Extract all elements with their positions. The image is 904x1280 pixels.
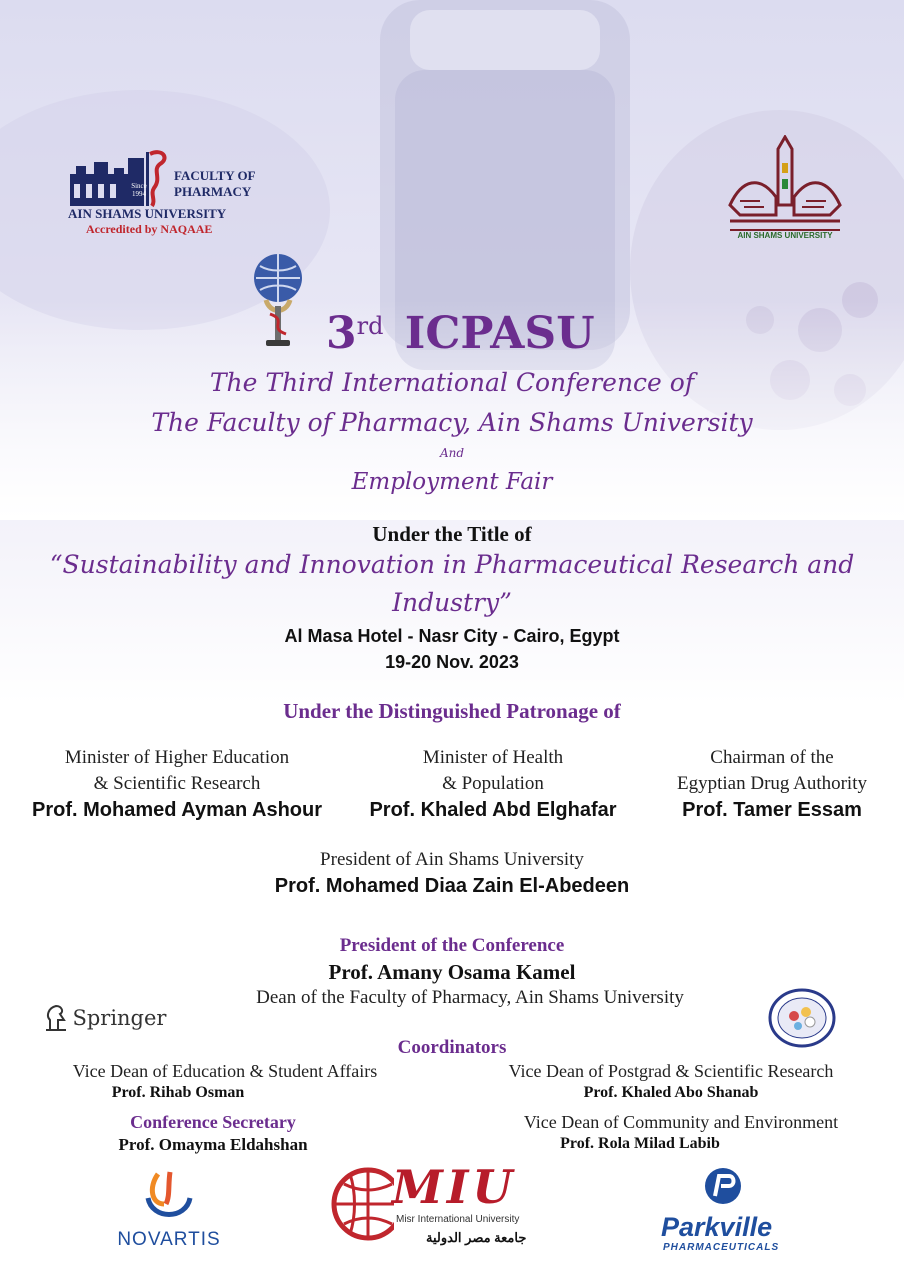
theme-line-2: Industry” bbox=[392, 588, 512, 617]
parkville-mark-icon bbox=[703, 1166, 743, 1206]
globe-caduceus-icon bbox=[248, 250, 308, 350]
conference-acronym bbox=[326, 300, 595, 360]
patron-1-role2: & Scientific Research bbox=[93, 773, 261, 794]
patron-3-role1: Chairman of the bbox=[710, 747, 834, 768]
title-line-2: The Faculty of Pharmacy, Ain Shams University bbox=[151, 408, 753, 437]
patron-2-role1: Minister of Health bbox=[422, 747, 564, 768]
coordinators-heading: Coordinators bbox=[397, 1037, 507, 1058]
springer-wordmark: Springer bbox=[72, 1006, 167, 1030]
coord-left-role: Vice Dean of Education & Student Affairs bbox=[72, 1061, 378, 1081]
miu-globe-icon bbox=[330, 1162, 394, 1252]
patron-3-name: Prof. Tamer Essam bbox=[682, 799, 862, 821]
under-title-label: Under the Title of bbox=[372, 522, 532, 546]
miu-english: Misr International University bbox=[396, 1214, 520, 1225]
miu-logo bbox=[330, 1160, 540, 1256]
patron-2-name: Prof. Khaled Abd Elghafar bbox=[369, 799, 617, 821]
patron-3-role2: Egyptian Drug Authority bbox=[677, 773, 867, 794]
patronage-heading: Under the Distinguished Patronage of bbox=[283, 699, 621, 723]
patron-1-name: Prof. Mohamed Ayman Ashour bbox=[31, 799, 323, 821]
crest-label: AIN SHAMS UNIVERSITY bbox=[730, 229, 840, 240]
acronym-text: ICPASU bbox=[404, 308, 595, 359]
crest-icon bbox=[720, 135, 850, 231]
univ-president-name: Prof. Mohamed Diaa Zain El-Abedeen bbox=[274, 875, 630, 897]
coord-right-name: Prof. Khaled Abo Shanab bbox=[583, 1084, 759, 1101]
patron-2-role2: & Population bbox=[442, 773, 544, 794]
secretary-name: Prof. Omayma Eldahshan bbox=[118, 1135, 308, 1154]
patron-2 bbox=[350, 745, 636, 823]
title-line-3: Employment Fair bbox=[351, 469, 553, 495]
icpasu-emblem bbox=[248, 250, 308, 350]
patron-1 bbox=[10, 745, 344, 823]
novartis-logo bbox=[108, 1168, 230, 1252]
conference-president-name: Prof. Amany Osama Kamel bbox=[328, 960, 576, 984]
faculty-line2: PHARMACY bbox=[174, 184, 252, 199]
acronym-sup: rd bbox=[356, 312, 384, 340]
faculty-accredited: Accredited by NAQAAE bbox=[86, 222, 213, 236]
novartis-wordmark: NOVARTIS bbox=[117, 1229, 221, 1250]
faculty-logo bbox=[66, 148, 256, 240]
background-lab-photo bbox=[0, 0, 904, 520]
faculty-university: AIN SHAMS UNIVERSITY bbox=[68, 206, 227, 221]
coord-right-role: Vice Dean of Postgrad & Scientific Research bbox=[508, 1061, 834, 1081]
patron-3 bbox=[652, 745, 892, 823]
ain-shams-crest-logo bbox=[720, 135, 850, 245]
parkville-logo bbox=[655, 1166, 795, 1258]
springer-horse-icon bbox=[44, 1004, 68, 1032]
coord-community-role: Vice Dean of Community and Environment bbox=[523, 1112, 839, 1132]
coord-community-name: Prof. Rola Milad Labib bbox=[560, 1135, 720, 1152]
secretary-heading: Conference Secretary bbox=[130, 1112, 296, 1132]
theme-line-1: “Sustainability and Innovation in Pharmaceutical Research and bbox=[49, 550, 855, 579]
faculty-since: Since 1994 bbox=[131, 182, 147, 198]
title-line-1: The Third International Conference of bbox=[209, 368, 695, 397]
miu-wordmark: MIU bbox=[392, 1160, 517, 1214]
title-and: And bbox=[439, 446, 465, 460]
venue-place: Al Masa Hotel - Nasr City - Cairo, Egypt bbox=[284, 626, 620, 646]
novartis-flame-icon bbox=[108, 1168, 230, 1224]
miu-arabic: جامعة مصر الدولية bbox=[426, 1230, 527, 1245]
conference-president-role: Dean of the Faculty of Pharmacy, Ain Shams University bbox=[256, 987, 684, 1008]
acronym-prefix: 3 bbox=[326, 308, 357, 359]
univ-president-role: President of Ain Shams University bbox=[320, 849, 584, 870]
conference-president-heading: President of the Conference bbox=[339, 935, 565, 956]
faculty-line1: FACULTY OF bbox=[174, 168, 256, 183]
springer-logo bbox=[44, 1004, 166, 1034]
venue-dates: 19-20 Nov. 2023 bbox=[385, 652, 519, 672]
parkville-subtitle: PHARMACEUTICALS bbox=[663, 1242, 780, 1253]
patron-1-role1: Minister of Higher Education bbox=[64, 747, 290, 768]
parkville-wordmark: Parkville bbox=[661, 1212, 773, 1242]
coord-left-name: Prof. Rihab Osman bbox=[111, 1084, 245, 1101]
